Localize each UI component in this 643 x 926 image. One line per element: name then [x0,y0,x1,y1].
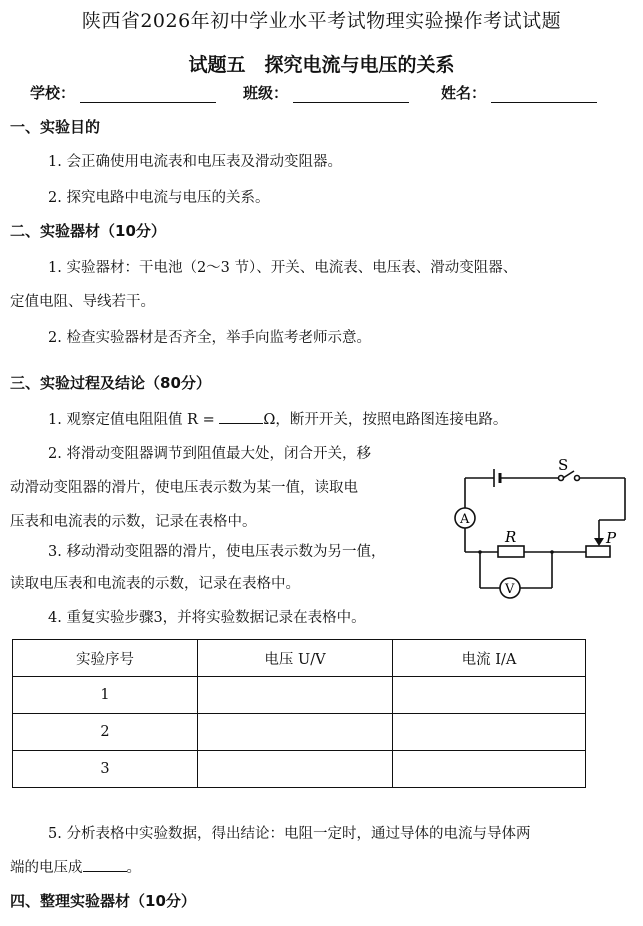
current-cell[interactable] [393,751,586,788]
table-row [13,751,586,788]
voltage-cell[interactable] [198,714,393,751]
class-label: 班级： [243,84,289,102]
junction-right [550,550,554,554]
switch-terminal-left [559,476,564,481]
trial-number: 3 [13,751,198,788]
header-trial: 实验序号 [13,640,198,677]
resistor-R [498,546,524,557]
s2-item-1-line-1: 1. 实验器材：干电池（2～3 节）、开关、电流表、电压表、滑动变阻器、 [48,260,518,276]
school-input-line[interactable] [80,84,216,103]
section-2-heading: 二、实验器材（10分） [10,222,166,240]
s3-step-5-line-1: 5. 分析表格中实验数据，得出结论：电阻一定时，通过导体的电流与导体两 [48,826,531,842]
school-label: 学校： [30,84,76,102]
table-row [13,714,586,751]
label-voltmeter: V [505,582,515,597]
section-4-heading: 四、整理实验器材（10分） [10,892,196,910]
exam-title: 陕西省2026年初中学业水平考试物理实验操作考试试题 [81,10,562,32]
s3-step-1-post: Ω，断开开关，按照电路图连接电路。 [263,412,508,428]
trial-number: 2 [13,714,198,751]
conclusion-blank[interactable] [83,857,127,872]
header-current: 电流 I/A [393,640,586,677]
switch-terminal-right [575,476,580,481]
section-1-heading: 一、实验目的 [10,118,101,136]
s3-step-3-line-1: 3. 移动滑动变阻器的滑片，使电压表示数为另一值， [48,544,386,560]
label-slider: P [606,529,617,547]
rheostat-box [586,546,610,557]
s2-item-1-line-2: 定值电阻、导线若干。 [10,294,155,310]
class-field [243,82,409,103]
s3-step-5-pre: 端的电压成 [10,860,83,876]
trial-number: 1 [13,677,198,714]
circuit-diagram [440,452,636,608]
s3-step-5-line-2 [10,856,141,877]
voltage-cell[interactable] [198,677,393,714]
table-row [13,677,586,714]
s3-step-5-post: 。 [126,860,141,876]
label-ammeter: A [460,512,470,527]
s3-step-4: 4. 重复实验步骤3，并将实验数据记录在表格中。 [48,610,366,626]
s3-step-2-line-2: 动滑动变阻器的滑片，使电压表示数为某一值，读取电 [10,480,358,496]
name-label: 姓名： [441,84,487,102]
data-table [12,639,586,788]
s3-step-2-line-1: 2. 将滑动变阻器调节到阻值最大处，闭合开关，移 [48,446,371,462]
current-cell[interactable] [393,714,586,751]
voltage-cell[interactable] [198,751,393,788]
slider-arrow-head [594,538,604,546]
s1-item-1: 1. 会正确使用电流表和电压表及滑动变阻器。 [48,154,342,170]
class-input-line[interactable] [293,84,409,103]
resistance-blank[interactable] [219,409,263,424]
s3-step-2-line-3: 压表和电流表的示数，记录在表格中。 [10,514,257,530]
table-header-row [13,640,586,677]
header-voltage: 电压 U/V [198,640,393,677]
junction-left [478,550,482,554]
school-field [30,82,216,103]
section-3-heading: 三、实验过程及结论（80分） [10,374,211,392]
s3-step-1 [48,408,507,429]
exam-subtitle: 试题五 探究电流与电压的关系 [188,54,455,76]
s2-item-2: 2. 检查实验器材是否齐全，举手向监考老师示意。 [48,330,371,346]
label-switch: S [558,456,569,474]
s1-item-2: 2. 探究电路中电流与电压的关系。 [48,190,270,206]
s3-step-3-line-2: 读取电压表和电流表的示数，记录在表格中。 [10,576,300,592]
name-input-line[interactable] [491,84,597,103]
label-resistor: R [505,528,517,546]
s3-step-1-pre: 1. 观察定值电阻阻值 R = [48,412,220,428]
current-cell[interactable] [393,677,586,714]
name-field [441,82,597,103]
